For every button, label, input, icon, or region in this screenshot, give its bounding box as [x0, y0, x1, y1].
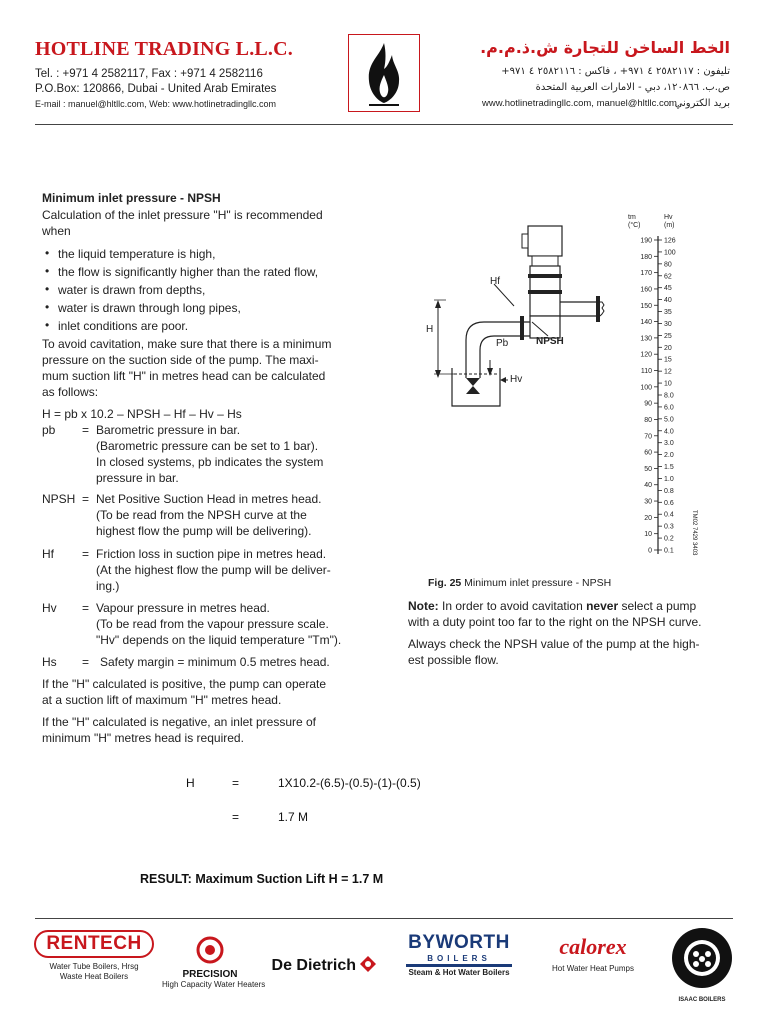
rentech-sub: Water Tube Boilers, Hrsg: [49, 962, 139, 971]
pobox-line: P.O.Box: 120866, Dubai - United Arab Emirates: [35, 83, 277, 95]
rentech-name: RENTECH: [34, 930, 153, 958]
definition-line: In closed systems, pb indicates the system: [96, 455, 324, 469]
definition-term: Hv: [42, 601, 57, 615]
scale-hv-label: 80: [664, 261, 672, 269]
precision-logo: [162, 936, 266, 990]
dedietrich-diamond-icon: [360, 956, 376, 972]
scale-hv-label: 126: [664, 237, 676, 245]
bullet-item: water is drawn from depths,: [58, 283, 206, 297]
definition-eq: =: [82, 423, 90, 437]
definition-line: highest flow the pump will be delivering).: [96, 524, 312, 538]
scale-hv-label: 3.0: [664, 440, 674, 448]
definition-term: Hf: [42, 547, 54, 561]
scale-hv-label: 30: [664, 320, 672, 328]
scale-temp-label: 70: [644, 433, 652, 441]
definition-line: (Barometric pressure can be set to 1 bar).: [96, 439, 319, 453]
scale-hv-label: 4.0: [664, 428, 674, 436]
scale-temp-label: 150: [640, 302, 652, 310]
scale-temp-label: 190: [640, 237, 652, 245]
arabic-pobox-line: ص.ب. ١٢٠٨٦٦، دبي - الامارات العربية المتحدة: [535, 82, 730, 93]
isaac-boilers-emblem-icon: [670, 926, 734, 990]
cavitation-line: as follows:: [42, 385, 99, 399]
definition-line: Friction loss in suction pipe in metres head.: [96, 547, 327, 561]
rentech-logo: [32, 930, 156, 982]
calorex-sub: Hot Water Heat Pumps: [552, 964, 634, 973]
arabic-company-name: الخط الساخن للتجارة ش.ذ.م.م.: [480, 38, 730, 57]
scale-header-temp: tm (°C): [628, 214, 641, 229]
definition-line: ing.): [96, 579, 120, 593]
calc-lhs: H: [186, 776, 195, 790]
byworth-bar: [406, 964, 512, 967]
definition-line: (To be read from the NPSH curve at the: [96, 508, 307, 522]
tel-fax-line: Tel. : +971 4 2582117, Fax : +971 4 2582116: [35, 68, 263, 80]
scale-temp-label: 180: [640, 253, 652, 261]
note-text: select a pump: [618, 599, 697, 613]
scale-temp-label: 60: [644, 449, 652, 457]
scale-temp-label: 160: [640, 286, 652, 294]
dedietrich-logo: [262, 956, 386, 975]
scale-hv-label: 0.8: [664, 487, 674, 495]
note-never: never: [586, 599, 619, 613]
flame-icon: [349, 35, 419, 111]
definition-eq: =: [82, 655, 90, 669]
scale-temp-label: 90: [644, 400, 652, 408]
calc-expression: 1X10.2-(6.5)-(0.5)-(1)-(0.5): [278, 776, 421, 790]
definition-eq: =: [82, 601, 90, 615]
scale-hv-label: 0.2: [664, 535, 674, 543]
scale-hv-label: 6.0: [664, 404, 674, 412]
definition-line: Vapour pressure in metres head.: [96, 601, 270, 615]
bullet-icon: •: [45, 300, 50, 314]
header-divider: [35, 124, 733, 125]
label-pb: Pb: [496, 338, 509, 349]
scale-hv-label: 8.0: [664, 392, 674, 400]
scale-temp-label: 130: [640, 335, 652, 343]
scale-hv-label: 0.4: [664, 511, 674, 519]
footer-divider: [35, 918, 733, 919]
scale-hv-label: 12: [664, 368, 672, 376]
bullet-icon: •: [45, 264, 50, 278]
definition-line: (To be read from the vapour pressure scale.: [96, 617, 329, 631]
precision-emblem-icon: [196, 936, 224, 964]
scale-temp-label: 0: [648, 547, 652, 555]
definition-line: Safety margin = minimum 0.5 metres head.: [100, 655, 330, 669]
scale-temp-label: 10: [644, 531, 652, 539]
precision-name: PRECISION: [182, 969, 238, 980]
scale-hv-label: 0.6: [664, 499, 674, 507]
cavitation-line: pressure on the suction side of the pump. The maxi-: [42, 353, 319, 367]
section-title: Minimum inlet pressure - NPSH: [42, 191, 221, 205]
formula: H = pb x 10.2 – NPSH – Hf – Hv – Hs: [42, 407, 242, 421]
note-label: Note:: [408, 599, 439, 613]
label-npsh: NPSH: [536, 336, 564, 347]
scale-hv-label: 1.5: [664, 464, 674, 472]
arabic-email-label: بريد الكتروني :: [668, 98, 730, 109]
note-line-4: est possible flow.: [408, 653, 499, 667]
result-line: RESULT: Maximum Suction Lift H = 1.7 M: [140, 872, 384, 886]
scale-hv-label: 5.0: [664, 416, 674, 424]
scale-hv-label: 100: [664, 249, 676, 257]
scale-temp-label: 30: [644, 498, 652, 506]
scale-temp-label: 100: [640, 384, 652, 392]
scale-header-hv: Hv (m): [664, 214, 675, 229]
scale-temp-label: 40: [644, 482, 652, 490]
calc-eq: =: [232, 776, 240, 790]
label-hv: Hv: [510, 374, 523, 385]
flame-logo: [348, 34, 420, 112]
cavitation-line: mum suction lift "H" in metres head can be calculated: [42, 369, 326, 383]
dedietrich-name: De Dietrich: [271, 957, 356, 974]
scale-hv-label: 40: [664, 297, 672, 305]
definition-eq: =: [82, 547, 90, 561]
intro-line-2: when: [42, 224, 71, 238]
calorex-logo: [528, 934, 658, 974]
scale-hv-label: 15: [664, 356, 672, 364]
definition-term: pb: [42, 423, 56, 437]
definition-line: pressure in bar.: [96, 471, 179, 485]
npsh-figure: [410, 210, 730, 580]
scale-temp-label: 110: [640, 368, 652, 376]
scale-hv-label: 45: [664, 285, 672, 293]
scale-hv-label: 0.1: [664, 547, 674, 555]
scale-hv-label: 10: [664, 380, 672, 388]
scale-hv-label: 0.3: [664, 523, 674, 531]
calc-answer: 1.7 M: [278, 810, 309, 824]
bullet-icon: •: [45, 318, 50, 332]
definition-line: Net Positive Suction Head in metres head.: [96, 492, 322, 506]
intro-line-1: Calculation of the inlet pressure "H" is recommended: [42, 208, 323, 222]
bullet-item: inlet conditions are poor.: [58, 319, 189, 333]
note-line-3: Always check the NPSH value of the pump at the high-: [408, 637, 700, 651]
byworth-boilers: BOILERS: [427, 954, 491, 963]
scale-hv-label: 25: [664, 332, 672, 340]
negative-line: minimum "H" metres head is required.: [42, 731, 244, 745]
isaac-logo: [670, 926, 734, 1005]
byworth-logo: [400, 932, 518, 978]
calc-eq: =: [232, 810, 240, 824]
scale-temp-label: 80: [644, 416, 652, 424]
positive-line: If the "H" calculated is positive, the pump can operate: [42, 677, 327, 691]
calorex-name: calorex: [559, 934, 627, 959]
note-text: In order to avoid cavitation: [438, 599, 587, 613]
byworth-name: BYWORTH: [408, 932, 510, 953]
negative-line: If the "H" calculated is negative, an inlet pressure of: [42, 715, 317, 729]
precision-sub: High Capacity Water Heaters: [162, 980, 266, 989]
bullet-item: the liquid temperature is high,: [58, 247, 216, 261]
scale-hv-label: 2.0: [664, 452, 674, 460]
scale-temp-label: 140: [640, 319, 652, 327]
cavitation-line: To avoid cavitation, make sure that there is a minimum: [42, 337, 332, 351]
definition-line: "Hv" depends on the liquid temperature "Tm").: [96, 633, 342, 647]
definition-line: Barometric pressure in bar.: [96, 423, 241, 437]
right-email-web: www.hotlinetradingllc.com, manuel@hltllc.com.: [482, 98, 680, 109]
definition-term: NPSH: [42, 492, 76, 506]
definition-eq: =: [82, 492, 90, 506]
email-web-line: E-mail : manuel@hltllc.com, Web: www.hotlinetradingllc.com: [35, 99, 277, 109]
scale-temp-label: 120: [640, 351, 652, 359]
note-line-2: with a duty point too far to the right on the NPSH curve.: [408, 615, 702, 629]
definition-line: (At the highest flow the pump will be deliver-: [96, 563, 331, 577]
figure-ref-code: TM02 7429 3403: [691, 510, 697, 556]
rentech-sub: Waste Heat Boilers: [59, 972, 129, 981]
bullet-icon: •: [45, 282, 50, 296]
npsh-diagram: [410, 210, 730, 580]
scale-temp-label: 170: [640, 270, 652, 278]
scale-hv-label: 1.0: [664, 475, 674, 483]
definition-term: Hs: [42, 655, 57, 669]
scale-temp-label: 20: [644, 514, 652, 522]
caption-text: Minimum inlet pressure - NPSH: [461, 577, 612, 589]
figure-caption: [428, 577, 611, 589]
company-name: HOTLINE TRADING L.L.C.: [35, 38, 293, 60]
label-hf: Hf: [490, 276, 500, 287]
label-h: H: [426, 324, 434, 335]
note-line-1: [408, 598, 696, 614]
arabic-tel-line: تليفون : ٢٥٨٢١١٧ ٤ ٩٧١+ ، فاكس : ٢٥٨٢١١٦ ٤ ٩٧١+: [501, 66, 730, 77]
bullet-item: the flow is significantly higher than the rated flow,: [58, 265, 319, 279]
caption-label: Fig. 25: [428, 577, 462, 589]
bullet-item: water is drawn through long pipes,: [58, 301, 241, 315]
byworth-sub: Steam & Hot Water Boilers: [408, 968, 510, 977]
scale-hv-label: 62: [664, 273, 672, 281]
positive-line: at a suction lift of maximum "H" metres head.: [42, 693, 282, 707]
scale-hv-label: 20: [664, 344, 672, 352]
isaac-name: ISAAC BOILERS: [678, 997, 726, 1003]
scale-hv-label: 35: [664, 309, 672, 317]
scale-temp-label: 50: [644, 465, 652, 473]
bullet-icon: •: [45, 246, 50, 260]
